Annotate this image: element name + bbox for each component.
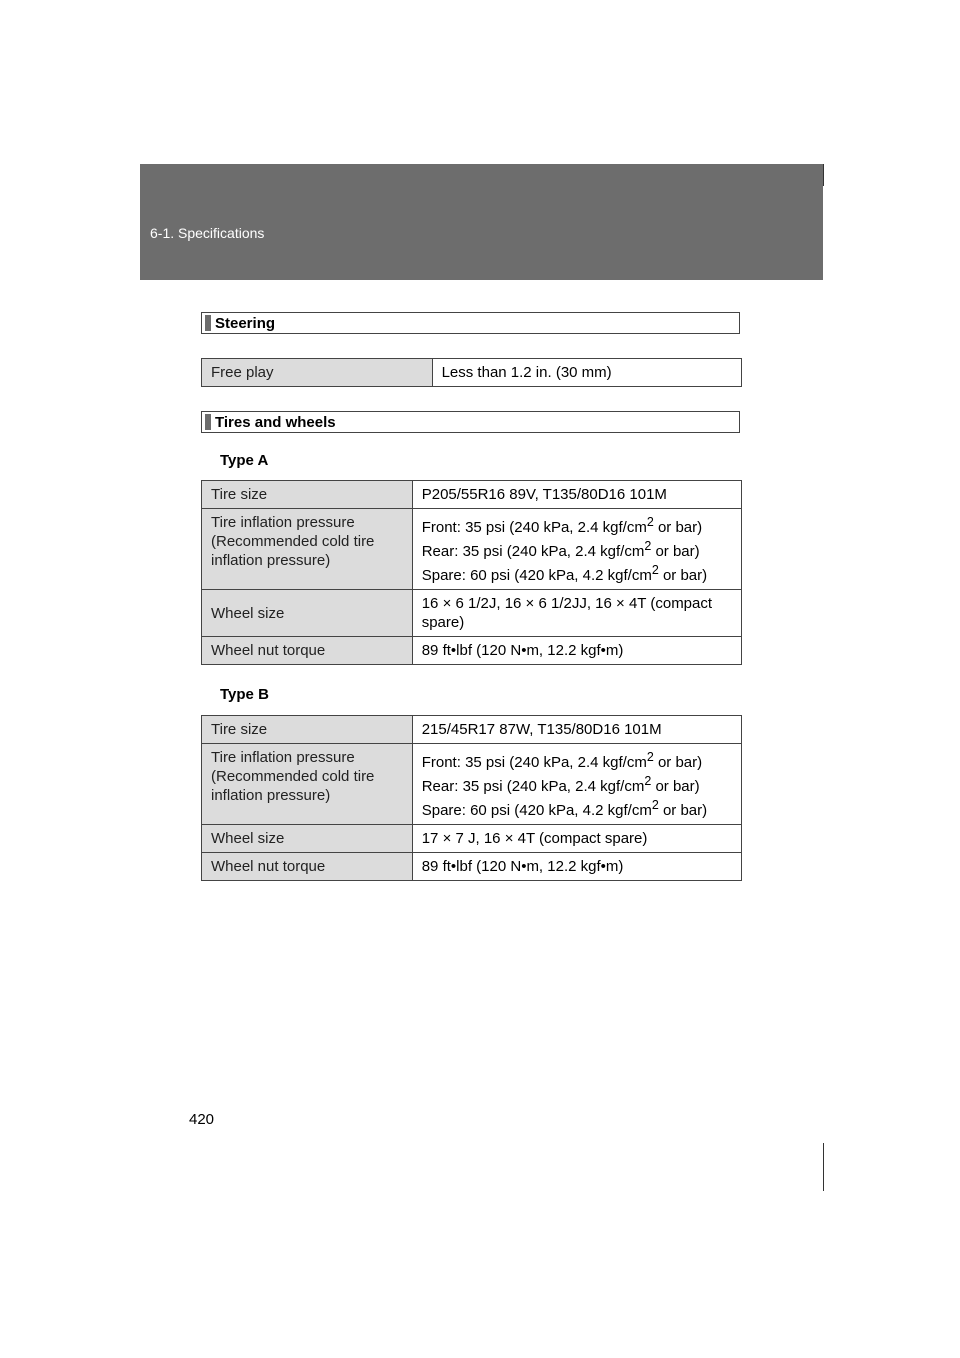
chapter-header [140,164,823,280]
pressure-value [412,509,741,590]
wheel-size-label: Wheel size [202,825,413,853]
pressure-value [412,744,741,825]
free-play-value: Less than 1.2 in. (30 mm) [432,359,741,387]
pressure-label-line: inflation pressure) [211,787,331,804]
type-a-table [201,480,742,665]
heading-accent [205,414,211,430]
nut-torque-value: 89 ft•lbf (120 N•m, 12.2 kgf•m) [412,637,741,665]
crop-mark [823,1143,824,1191]
section-title: 6-1. Specifications [150,225,265,241]
type-b-table [201,715,742,881]
front-pressure: Front: 35 psi (240 kPa, 2.4 kgf/$cm^2$ or bar) [421,515,703,536]
table-row [202,744,742,825]
wheel-size-value: 16 × 6 1/2J, 16 × 6 1/2JJ, 16 × 4T (compact spare) [412,590,741,637]
steering-table [201,358,742,387]
spare-pressure: Spare: 60 psi (420 kPa, 4.2 kgf/$cm^2$ or bar) [421,798,708,819]
table-row [202,853,742,881]
rear-pressure: Rear: 35 psi (240 kPa, 2.4 kgf/$cm^2$ or bar) [421,774,700,795]
table-row [202,825,742,853]
pressure-label-line: Tire inflation pressure [211,514,355,531]
table-row [202,637,742,665]
tire-size-label: Tire size [202,481,413,509]
tires-heading [201,411,740,433]
table-row [202,590,742,637]
page-number: 420 [189,1111,215,1128]
tire-size-value: P205/55R16 89V, T135/80D16 101M [412,481,741,509]
pressure-label-line: (Recommended cold tire [211,533,375,550]
table-row [202,359,742,387]
crop-mark [823,164,824,186]
free-play-label: Free play [202,359,433,387]
pressure-label [202,509,413,590]
table-row [202,481,742,509]
pressure-label-line: inflation pressure) [211,552,331,569]
table-row [202,509,742,590]
spare-pressure: Spare: 60 psi (420 kPa, 4.2 kgf/$cm^2$ or bar) [421,563,708,584]
type-b-label: Type B [220,686,269,703]
nut-torque-value: 89 ft•lbf (120 N•m, 12.2 kgf•m) [412,853,741,881]
nut-torque-label: Wheel nut torque [202,637,413,665]
pressure-label [202,744,413,825]
steering-heading [201,312,740,334]
tire-size-value: 215/45R17 87W, T135/80D16 101M [412,716,741,744]
rear-pressure: Rear: 35 psi (240 kPa, 2.4 kgf/$cm^2$ or bar) [421,539,700,560]
tires-title: Tires and wheels [215,414,336,431]
type-a-label: Type A [220,452,269,469]
front-pressure: Front: 35 psi (240 kPa, 2.4 kgf/$cm^2$ or bar) [421,750,703,771]
steering-title: Steering [215,315,276,332]
table-row [202,716,742,744]
pressure-label-line: Tire inflation pressure [211,749,355,766]
wheel-size-label: Wheel size [202,590,413,637]
wheel-size-value: 17 × 7 J, 16 × 4T (compact spare) [412,825,741,853]
tire-size-label: Tire size [202,716,413,744]
nut-torque-label: Wheel nut torque [202,853,413,881]
heading-accent [205,315,211,331]
pressure-label-line: (Recommended cold tire [211,768,375,785]
